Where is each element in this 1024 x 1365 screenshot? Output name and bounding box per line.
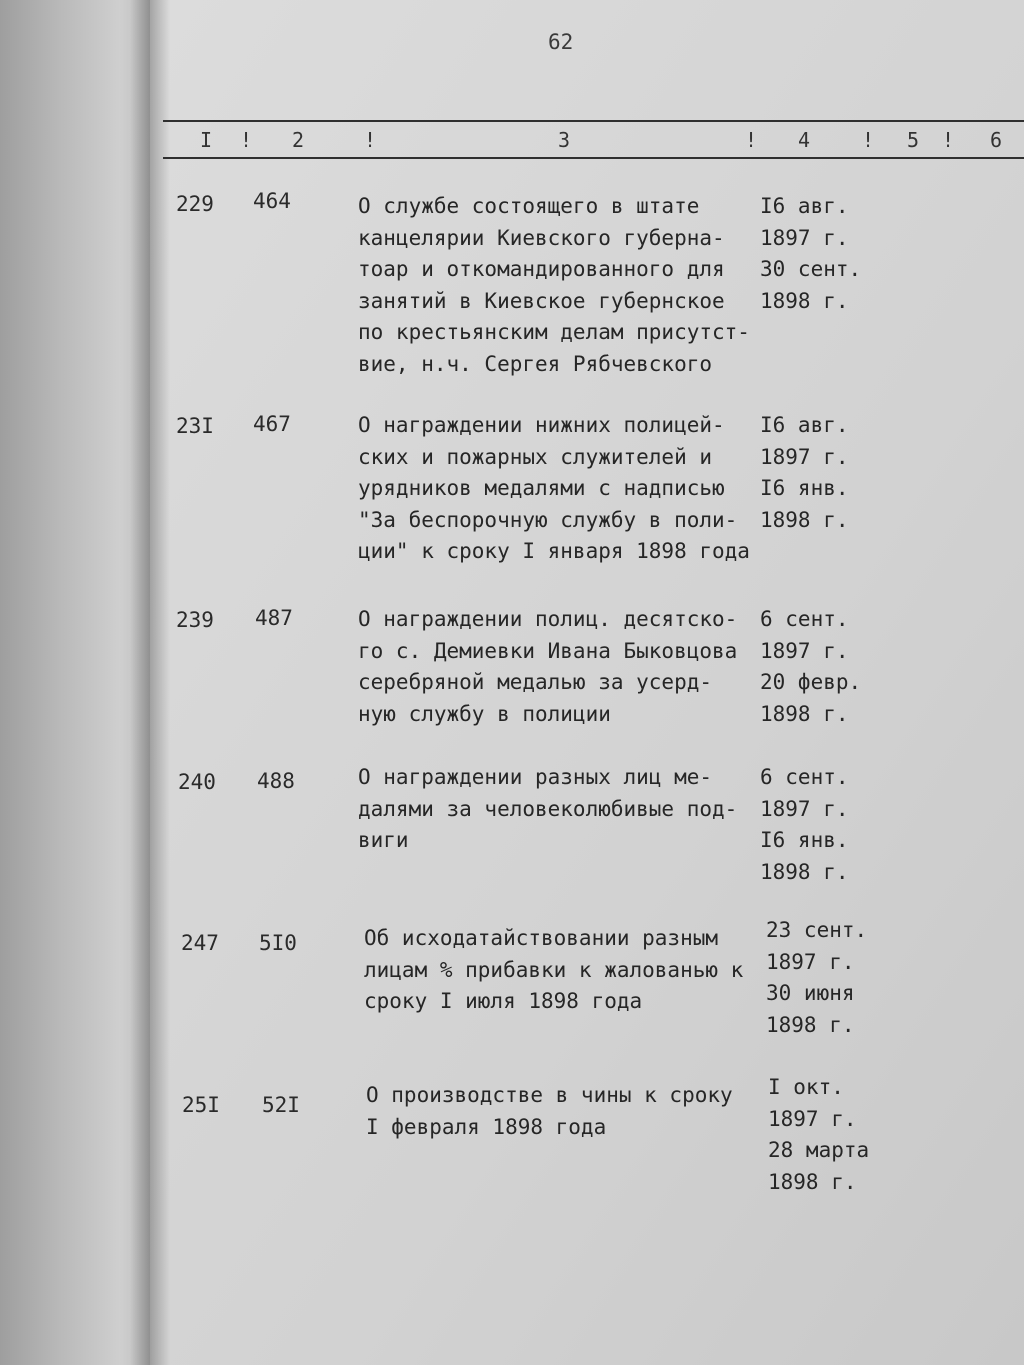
record-dates: I6 авг. 1897 г. 30 сент. 1898 г. [760, 194, 862, 313]
column-header-4: 4 [798, 128, 811, 152]
record-reference: 467 [253, 412, 291, 436]
column-separator: ! [745, 128, 758, 152]
record-title: О производстве в чины к сроку I февраля 1898 года [366, 1083, 733, 1139]
record-dates: I6 авг. 1897 г. I6 янв. 1898 г. [760, 413, 849, 532]
record-reference: 5I0 [259, 931, 297, 955]
column-header-5: 5 [907, 128, 920, 152]
column-header-3: 3 [558, 128, 571, 152]
record-dates: 23 сент. 1897 г. 30 июня 1898 г. [766, 918, 868, 1037]
book-spine-shadow [130, 0, 170, 1365]
column-separator: ! [862, 128, 875, 152]
record-number: 247 [181, 931, 219, 955]
facing-page-edge [0, 0, 150, 1365]
record-dates: 6 сент. 1897 г. 20 февр. 1898 г. [760, 607, 862, 726]
column-header-6: 6 [990, 128, 1003, 152]
column-separator: ! [942, 128, 955, 152]
record-reference: 488 [257, 769, 295, 793]
record-reference: 487 [255, 606, 293, 630]
record-title: О награждении разных лиц ме- далями за человеколюбивые под- виги [358, 765, 738, 852]
record-reference: 464 [253, 189, 291, 213]
record-number: 23I [176, 414, 214, 438]
column-header-2: 2 [292, 128, 305, 152]
table-header-bottom-rule [163, 157, 1024, 159]
record-dates: I окт. 1897 г. 28 марта 1898 г. [768, 1075, 870, 1194]
record-title: Об исходатайствовании разным лицам % прибавки к жалованью к сроку I июля 1898 года [364, 926, 744, 1013]
record-title: О награждении нижних полицей- ских и пожарных служителей и урядников медалями с надписью "За беспорочную службу в поли- ции" к сроку I января 1898 года [358, 413, 750, 563]
record-title: О награждении полиц. десятско- го с. Демиевки Ивана Быковцова серебряной медалью за усерд- ную службу в полиции [358, 607, 738, 726]
page-number: 62 [548, 30, 574, 54]
record-dates: 6 сент. 1897 г. I6 янв. 1898 г. [760, 765, 849, 884]
record-number: 229 [176, 192, 214, 216]
record-number: 25I [182, 1093, 220, 1117]
column-separator: ! [364, 128, 377, 152]
record-title: О службе состоящего в штате канцелярии Киевского губерна- тоар и откомандированного для занятий в Киевское губернское по крестьянским делам присутст- вие, н.ч. Сергея Рябчевского [358, 194, 750, 376]
table-header-top-rule [163, 120, 1024, 122]
record-number: 239 [176, 608, 214, 632]
record-reference: 52I [262, 1093, 300, 1117]
record-number: 240 [178, 770, 216, 794]
column-separator: ! [240, 128, 253, 152]
column-header-1: I [200, 128, 213, 152]
